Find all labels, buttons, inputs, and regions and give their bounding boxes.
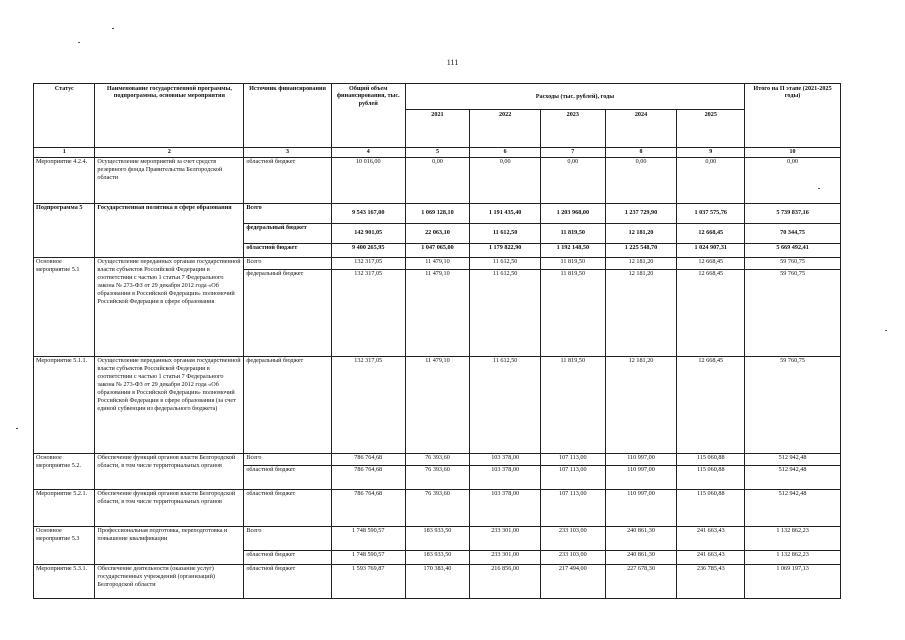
row-total-value: 132 317,05 bbox=[331, 257, 405, 269]
header-name: Наименование государственной программы, подпрограммы, основные мероприятия bbox=[95, 84, 244, 148]
row-year-value: 1 225 548,70 bbox=[605, 243, 677, 257]
row-year-value: 110 997,00 bbox=[605, 453, 677, 465]
row-total-value: 786 764,68 bbox=[331, 465, 405, 489]
row-name: Обеспечение функций органов власти Белгородской области, в том числе территориальных органов bbox=[95, 453, 244, 489]
column-number: 3 bbox=[244, 148, 331, 158]
row-year-value: 233 301,00 bbox=[470, 550, 541, 564]
scan-speck bbox=[885, 330, 887, 331]
row-year-value: 0,00 bbox=[605, 157, 677, 203]
row-year-value: 11 479,10 bbox=[405, 356, 470, 453]
row-status: Мероприятие 4.2.4. bbox=[34, 157, 95, 203]
row-stage-total-value: 1 132 862,23 bbox=[745, 550, 841, 564]
row-year-value: 240 861,30 bbox=[605, 526, 677, 550]
page-number: 111 bbox=[446, 58, 459, 67]
table-row bbox=[34, 564, 841, 598]
row-year-value: 216 856,00 bbox=[470, 564, 541, 598]
column-number: 2 bbox=[95, 148, 244, 158]
table-row bbox=[34, 489, 841, 526]
row-year-value: 107 113,00 bbox=[541, 489, 606, 526]
row-stage-total-value: 512 942,48 bbox=[745, 453, 841, 465]
column-number: 4 bbox=[331, 148, 405, 158]
row-source: областной бюджет bbox=[244, 564, 331, 598]
column-number: 5 bbox=[405, 148, 470, 158]
row-source: областной бюджет bbox=[244, 489, 331, 526]
row-year-value: 233 103,00 bbox=[541, 526, 606, 550]
header-total: Общий объем финансирования, тыс. рублей bbox=[331, 84, 405, 148]
row-year-value: 12 181,20 bbox=[605, 356, 677, 453]
row-year-value: 233 301,00 bbox=[470, 526, 541, 550]
table-row bbox=[34, 157, 841, 203]
row-source: Всего bbox=[244, 526, 331, 550]
row-year-value: 1 203 968,00 bbox=[541, 203, 606, 223]
header-row bbox=[34, 84, 841, 110]
header-year: 2025 bbox=[677, 110, 745, 148]
row-total-value: 142 901,05 bbox=[331, 223, 405, 243]
row-total-value: 9 400 265,95 bbox=[331, 243, 405, 257]
row-year-value: 11 819,50 bbox=[541, 223, 606, 243]
row-year-value: 110 997,00 bbox=[605, 465, 677, 489]
row-status: Мероприятие 5.2.1. bbox=[34, 489, 95, 526]
row-stage-total-value: 5 739 837,16 bbox=[745, 203, 841, 223]
row-source: федеральный бюджет bbox=[244, 269, 331, 356]
row-year-value: 103 378,00 bbox=[470, 453, 541, 465]
row-year-value: 12 668,45 bbox=[677, 269, 745, 356]
row-year-value: 0,00 bbox=[541, 157, 606, 203]
header-year: 2023 bbox=[541, 110, 606, 148]
row-year-value: 12 668,45 bbox=[677, 223, 745, 243]
header-expenses: Расходы (тыс. рублей), годы bbox=[405, 84, 744, 110]
row-year-value: 1 037 575,76 bbox=[677, 203, 745, 223]
header-status: Статус bbox=[34, 84, 95, 148]
row-year-value: 11 612,50 bbox=[470, 269, 541, 356]
financing-table bbox=[33, 83, 841, 599]
row-year-value: 0,00 bbox=[470, 157, 541, 203]
row-year-value: 241 663,43 bbox=[677, 526, 745, 550]
row-name: Осуществление переданных органам государственной власти субъектов Российской Федерации в соответствии с частью 1 статьи 7 Федерального закона № 273-ФЗ от 29 декабря 2012 года «Об образовании в Российской Федерации» полномочий Российской Федерации в сфере образования (за счет единой субвенции из федерального бюджета) bbox=[95, 356, 244, 453]
row-source: областной бюджет bbox=[244, 550, 331, 564]
row-stage-total-value: 512 942,48 bbox=[745, 489, 841, 526]
row-status: Мероприятие 5.3.1. bbox=[34, 564, 95, 598]
row-stage-total-value: 1 132 862,23 bbox=[745, 526, 841, 550]
row-year-value: 103 378,00 bbox=[470, 489, 541, 526]
row-year-value: 115 060,88 bbox=[677, 453, 745, 465]
row-stage-total-value: 512 942,48 bbox=[745, 465, 841, 489]
row-year-value: 1 024 907,31 bbox=[677, 243, 745, 257]
row-total-value: 786 764,68 bbox=[331, 453, 405, 465]
row-year-value: 11 612,50 bbox=[470, 223, 541, 243]
row-total-value: 9 543 167,00 bbox=[331, 203, 405, 223]
header-source: Источник финансирования bbox=[244, 84, 331, 148]
row-year-value: 233 103,00 bbox=[541, 550, 606, 564]
row-year-value: 183 933,50 bbox=[405, 550, 470, 564]
row-year-value: 107 113,00 bbox=[541, 465, 606, 489]
scan-speck bbox=[16, 428, 18, 429]
row-year-value: 241 663,43 bbox=[677, 550, 745, 564]
row-year-value: 183 933,50 bbox=[405, 526, 470, 550]
scan-speck bbox=[112, 28, 114, 29]
column-number: 9 bbox=[677, 148, 745, 158]
row-source: областной бюджет bbox=[244, 243, 331, 257]
row-name: Профессиональная подготовка, переподготовка и повышение квалификации bbox=[95, 526, 244, 564]
row-total-value: 1 593 769,87 bbox=[331, 564, 405, 598]
row-year-value: 12 668,45 bbox=[677, 257, 745, 269]
row-year-value: 0,00 bbox=[677, 157, 745, 203]
row-stage-total-value: 59 760,75 bbox=[745, 356, 841, 453]
row-year-value: 1 237 729,90 bbox=[605, 203, 677, 223]
row-year-value: 170 383,40 bbox=[405, 564, 470, 598]
row-total-value: 1 748 590,57 bbox=[331, 526, 405, 550]
row-year-value: 11 612,50 bbox=[470, 257, 541, 269]
row-source: областной бюджет bbox=[244, 465, 331, 489]
row-stage-total-value: 59 760,75 bbox=[745, 257, 841, 269]
row-year-value: 0,00 bbox=[405, 157, 470, 203]
row-year-value: 11 612,50 bbox=[470, 356, 541, 453]
table-row bbox=[34, 453, 841, 465]
row-source: федеральный бюджет bbox=[244, 356, 331, 453]
scan-speck bbox=[78, 42, 80, 43]
row-stage-total-value: 1 069 197,13 bbox=[745, 564, 841, 598]
row-name: Осуществление переданных органам государственной власти субъектов Российской Федерации в соответствии с частью 1 статьи 7 Федерального закона № 273-ФЗ от 29 декабря 2012 года «Об образовании в Российской Федерации» полномочий Российской Федерации в сфере образования bbox=[95, 257, 244, 356]
row-year-value: 227 678,30 bbox=[605, 564, 677, 598]
row-total-value: 786 764,68 bbox=[331, 489, 405, 526]
table-row bbox=[34, 257, 841, 269]
header-year: 2022 bbox=[470, 110, 541, 148]
row-status: Основное мероприятие 5.2. bbox=[34, 453, 95, 489]
row-name: Осуществление мероприятий за счет средств резервного фонда Правительства Белгородской области bbox=[95, 157, 244, 203]
row-year-value: 110 997,00 bbox=[605, 489, 677, 526]
row-year-value: 12 668,45 bbox=[677, 356, 745, 453]
header-year: 2024 bbox=[605, 110, 677, 148]
row-year-value: 115 060,88 bbox=[677, 489, 745, 526]
row-year-value: 1 179 822,90 bbox=[470, 243, 541, 257]
row-year-value: 11 819,50 bbox=[541, 269, 606, 356]
row-total-value: 132 317,05 bbox=[331, 269, 405, 356]
row-stage-total-value: 59 760,75 bbox=[745, 269, 841, 356]
column-number: 10 bbox=[745, 148, 841, 158]
row-source: Всего bbox=[244, 257, 331, 269]
row-year-value: 76 393,60 bbox=[405, 489, 470, 526]
row-year-value: 11 819,50 bbox=[541, 356, 606, 453]
table-row bbox=[34, 356, 841, 453]
row-year-value: 11 479,10 bbox=[405, 257, 470, 269]
row-year-value: 22 063,10 bbox=[405, 223, 470, 243]
column-number: 8 bbox=[605, 148, 677, 158]
row-source: Всего bbox=[244, 203, 331, 223]
column-number: 6 bbox=[470, 148, 541, 158]
row-year-value: 1 069 128,10 bbox=[405, 203, 470, 223]
header-stage-total: Итого на II этапе (2021-2025 годы) bbox=[745, 84, 841, 148]
row-year-value: 12 181,20 bbox=[605, 269, 677, 356]
row-stage-total-value: 0,00 bbox=[745, 157, 841, 203]
row-status: Мероприятие 5.1.1. bbox=[34, 356, 95, 453]
row-total-value: 132 317,05 bbox=[331, 356, 405, 453]
row-year-value: 240 861,30 bbox=[605, 550, 677, 564]
column-number-row bbox=[34, 148, 841, 158]
row-year-value: 103 378,00 bbox=[470, 465, 541, 489]
row-year-value: 1 047 065,00 bbox=[405, 243, 470, 257]
row-source: федеральный бюджет bbox=[244, 223, 331, 243]
table-row bbox=[34, 526, 841, 550]
row-year-value: 236 785,43 bbox=[677, 564, 745, 598]
row-status: Основное мероприятие 5.3 bbox=[34, 526, 95, 564]
row-total-value: 10 016,00 bbox=[331, 157, 405, 203]
row-year-value: 11 819,50 bbox=[541, 257, 606, 269]
row-year-value: 1 192 148,50 bbox=[541, 243, 606, 257]
row-stage-total-value: 5 669 492,41 bbox=[745, 243, 841, 257]
row-total-value: 1 748 590,57 bbox=[331, 550, 405, 564]
row-name: Обеспечение функций органов власти Белгородской области, в том числе территориальных органов bbox=[95, 489, 244, 526]
scan-speck bbox=[818, 188, 820, 189]
row-source: Всего bbox=[244, 453, 331, 465]
column-number: 7 bbox=[541, 148, 606, 158]
row-status: Подпрограмма 5 bbox=[34, 203, 95, 257]
column-number: 1 bbox=[34, 148, 95, 158]
row-year-value: 76 393,60 bbox=[405, 453, 470, 465]
row-year-value: 217 494,00 bbox=[541, 564, 606, 598]
row-year-value: 12 181,20 bbox=[605, 223, 677, 243]
row-year-value: 76 393,60 bbox=[405, 465, 470, 489]
header-year: 2021 bbox=[405, 110, 470, 148]
table-row bbox=[34, 203, 841, 223]
row-year-value: 1 191 435,40 bbox=[470, 203, 541, 223]
row-year-value: 11 479,10 bbox=[405, 269, 470, 356]
row-status: Основное мероприятие 5.1 bbox=[34, 257, 95, 356]
row-name: Государственная политика в сфере образования bbox=[95, 203, 244, 257]
row-source: областной бюджет bbox=[244, 157, 331, 203]
row-stage-total-value: 70 344,75 bbox=[745, 223, 841, 243]
row-year-value: 12 181,20 bbox=[605, 257, 677, 269]
row-year-value: 115 060,88 bbox=[677, 465, 745, 489]
row-year-value: 107 113,00 bbox=[541, 453, 606, 465]
row-name: Обеспечение деятельности (оказание услуг) государственных учреждений (организаций) Белгородской области bbox=[95, 564, 244, 598]
